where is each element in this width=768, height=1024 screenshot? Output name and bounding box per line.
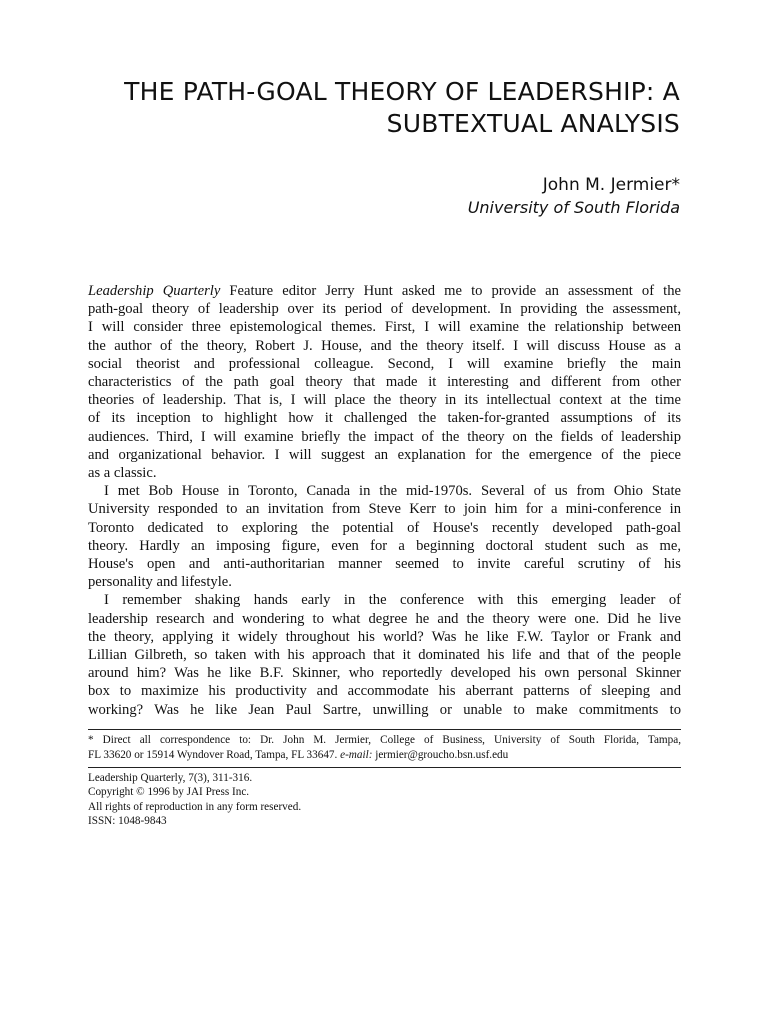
body-line: I met Bob House in Toronto, Canada in the mid-1970s. Several of us from Ohio State xyxy=(104,483,681,500)
body-text: Feature editor Jerry Hunt asked me to provide an assessment of the xyxy=(220,283,681,299)
body-line: Toronto dedicated to exploring the potential of House's recently developed path-goal xyxy=(88,519,681,536)
copyright-notice: Copyright © 1996 by JAI Press Inc. xyxy=(88,786,250,799)
issn: ISSN: 1048-9843 xyxy=(88,815,167,828)
email-label: e-mail: xyxy=(340,748,373,761)
article-title xyxy=(60,76,680,140)
footnote-divider xyxy=(88,729,681,730)
rights-notice: All rights of reproduction in any form reserved. xyxy=(88,800,302,813)
body-line: theories of leadership. That is, I will place the theory in its intellectual context at the time xyxy=(88,392,681,409)
title-line-1: THE PATH-GOAL THEORY OF LEADERSHIP: A xyxy=(124,77,680,106)
body-line: characteristics of the path goal theory that made it interesting and different from other xyxy=(88,374,681,391)
publication-info xyxy=(88,771,488,829)
body-line xyxy=(88,282,681,300)
author-affiliation: University of South Florida xyxy=(467,198,680,217)
journal-name: Leadership Quarterly xyxy=(88,283,221,299)
body-line: House's open and anti-authoritarian manner seemed to invite careful scrutiny of his xyxy=(88,556,681,573)
body-line: box to maximize his productivity and accommodate his aberrant patterns of sleeping and xyxy=(88,683,681,700)
body-line: audiences. Third, I will examine briefly the impact of the theory on the fields of leadership xyxy=(88,428,681,445)
body-line: the theory, applying it widely throughout his world? Was he like F.W. Taylor or Frank and xyxy=(88,628,681,645)
publication-divider xyxy=(88,767,681,768)
footnote-line: * Direct all correspondence to: Dr. John M. Jermier, College of Business, University of South Florida, Tampa, xyxy=(88,734,681,746)
correspondence-footnote xyxy=(88,733,681,762)
body-line: theory. Hardly an imposing figure, even for a beginning doctoral student such as me, xyxy=(88,537,681,554)
body-line: around him? Was he like B.F. Skinner, who reportedly developed his own personal Skinner xyxy=(88,665,681,682)
footnote-address: FL 33620 or 15914 Wyndover Road, Tampa, FL 33647. xyxy=(88,748,341,761)
body-line: of its inception to highlight how it challenged the taken-for-granted assumptions of its xyxy=(88,410,681,427)
body-line: the author of the theory, Robert J. House, and the theory itself. I will discuss House as a xyxy=(88,337,681,354)
body-line: and organizational behavior. I will suggest an explanation for the emergence of the piece xyxy=(88,446,681,463)
body-line: leadership research and wondering to what degree he and the theory were one. Did he live xyxy=(88,610,681,627)
article-body xyxy=(88,282,681,719)
body-line: personality and lifestyle. xyxy=(88,574,232,591)
body-line: University responded to an invitation from Steve Kerr to join him for a mini-conference in xyxy=(88,501,681,518)
body-line: Lillian Gilbreth, so taken with his approach that it dominated his life and that of the people xyxy=(88,647,681,664)
body-line: I will consider three epistemological themes. First, I will examine the relationship between xyxy=(88,319,681,336)
author-name: John M. Jermier* xyxy=(542,175,680,195)
body-line: social theorist and professional colleague. Second, I will examine briefly the main xyxy=(88,355,681,372)
journal-citation: Leadership Quarterly, 7(3), 311-316. xyxy=(88,772,253,784)
footnote-line xyxy=(88,748,681,763)
body-line: as a classic. xyxy=(88,465,157,482)
email-address: jermier@groucho.bsn.usf.edu xyxy=(372,748,509,761)
body-line: I remember shaking hands early in the conference with this emerging leader of xyxy=(104,592,681,609)
body-line: working? Was he like Jean Paul Sartre, unwilling or unable to make commitments to xyxy=(88,701,681,718)
body-line: path-goal theory of leadership over its period of development. In providing the assessment, xyxy=(88,301,681,318)
title-line-2: SUBTEXTUAL ANALYSIS xyxy=(386,109,680,138)
